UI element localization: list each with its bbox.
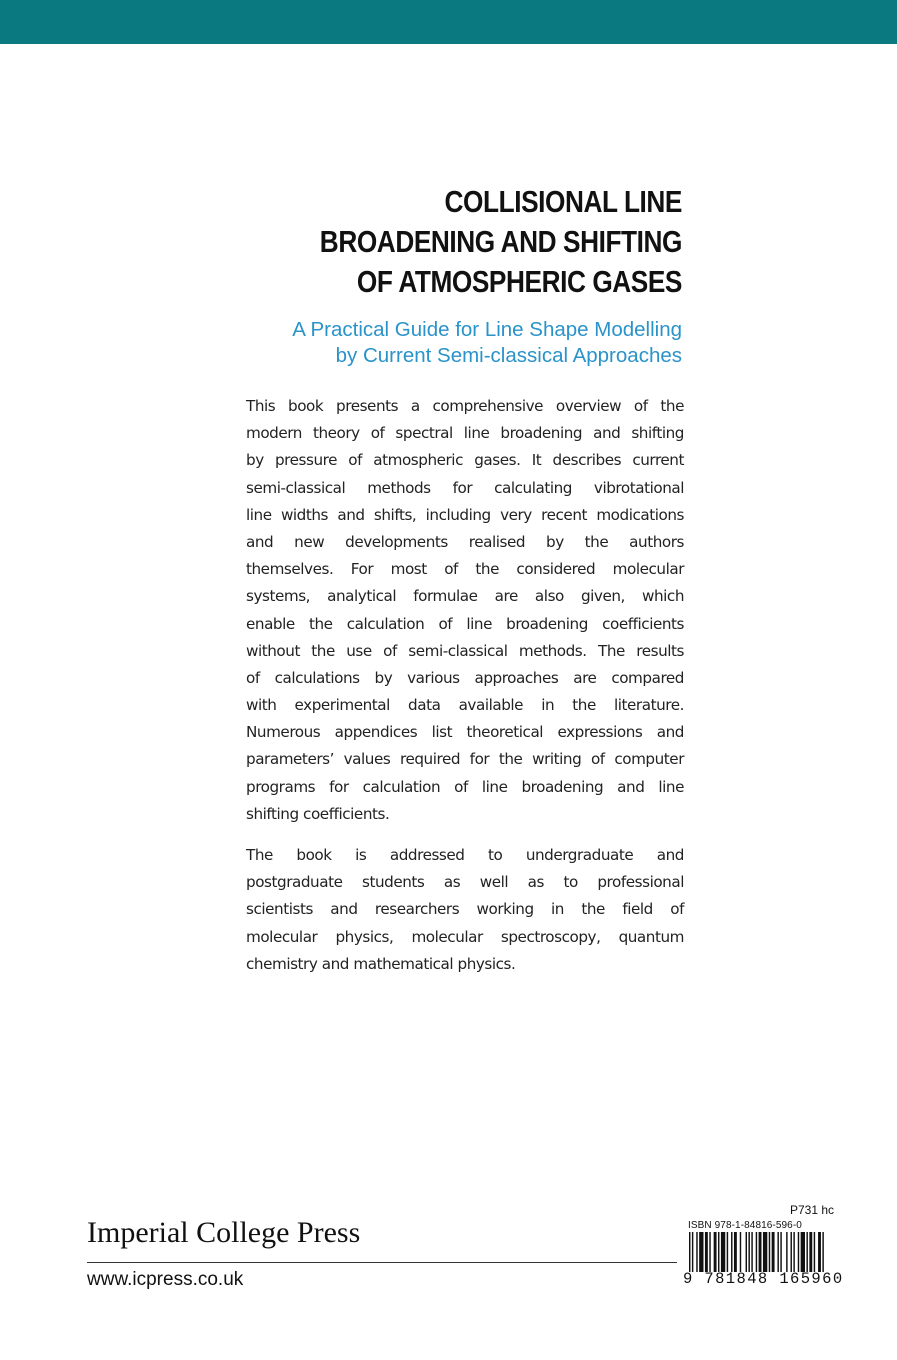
text-line: modern theory of spectral line broadening and shifting [246, 424, 684, 443]
text-line: The book is addressed to undergraduate and [246, 846, 684, 864]
barcode-bar [763, 1232, 767, 1272]
text-line: of calculations by various approaches are compared [246, 668, 684, 687]
barcode-bar [692, 1232, 693, 1272]
barcode-bar [731, 1232, 732, 1272]
subtitle-line: by Current Semi-classical Approaches [335, 344, 682, 367]
barcode-bar [806, 1232, 807, 1272]
barcode-bar [689, 1232, 690, 1272]
text-line: themselves. For most of the considered molecular [246, 560, 684, 579]
text-line: This book presents a comprehensive overview of the [246, 397, 684, 415]
text-line: systems, analytical formulae are also given, which [246, 587, 684, 606]
text-line: postgraduate students as well as to professional [246, 873, 684, 892]
barcode-bar [801, 1232, 805, 1272]
text-line: enable the calculation of line broadening coefficients [246, 614, 684, 633]
text-line: by pressure of atmospheric gases. It describes current [246, 451, 684, 470]
price-code: P731 hc [790, 1203, 835, 1217]
barcode-bar [727, 1232, 728, 1272]
barcode-bar [709, 1232, 710, 1272]
footer-divider [87, 1262, 677, 1263]
barcode-bar [772, 1232, 775, 1272]
text-line: with experimental data available in the literature. [246, 696, 684, 715]
barcode-bar [809, 1232, 812, 1272]
text-line: scientists and researchers working in the field of [246, 900, 684, 919]
publisher-name: Imperial College Press [87, 1216, 361, 1249]
barcode-bar [699, 1232, 703, 1272]
barcode-bar [780, 1232, 781, 1272]
barcode-bar [759, 1232, 762, 1272]
barcode-bar [721, 1232, 725, 1272]
barcode-bar [746, 1232, 747, 1272]
barcode-bar [786, 1232, 787, 1272]
isbn-barcode [683, 1218, 845, 1302]
barcode-bar [705, 1232, 708, 1272]
title-line: OF ATMOSPHERIC GASES [356, 265, 682, 299]
book-description [246, 393, 684, 978]
barcode-bar [814, 1232, 815, 1272]
description-paragraph-1 [246, 393, 684, 828]
top-color-band [0, 0, 897, 44]
text-line: line widths and shifts, including very recent modications [246, 505, 684, 524]
barcode-bar [740, 1232, 741, 1272]
barcode-bar [696, 1232, 697, 1272]
isbn-label: ISBN 978-1-84816-596-0 [688, 1220, 802, 1231]
barcode-digits: 9 781848 165960 [683, 1270, 844, 1288]
text-line: programs for calculation of line broadening and line [246, 777, 684, 796]
barcode-bar [798, 1232, 799, 1272]
text-line: chemistry and mathematical physics. [246, 954, 516, 973]
barcode-bar [714, 1232, 717, 1272]
text-line: molecular physics, molecular spectroscopy, quantum [246, 927, 684, 946]
text-line: semi-classical methods for calculating vibrotational [246, 478, 684, 497]
barcode-bar [734, 1232, 737, 1272]
title-line: COLLISIONAL LINE [444, 185, 682, 219]
barcode-bar [791, 1232, 792, 1272]
text-line: shifting coefficients. [246, 804, 390, 823]
book-subtitle [162, 317, 682, 369]
barcode-bar [822, 1232, 823, 1272]
text-line: parameters’ values required for the writing of computer [246, 750, 684, 769]
text-line: Numerous appendices list theoretical expressions and [246, 723, 684, 742]
subtitle-line: A Practical Guide for Line Shape Modelling [292, 318, 682, 341]
barcode-bar [777, 1232, 778, 1272]
barcode-bar [793, 1232, 794, 1272]
title-line: BROADENING AND SHIFTING [319, 225, 682, 259]
publisher-website: www.icpress.co.uk [87, 1269, 244, 1290]
text-line: without the use of semi-classical methods. The results [246, 641, 684, 660]
barcode-bar [751, 1232, 752, 1272]
book-title [235, 182, 682, 302]
barcode-bar [718, 1232, 719, 1272]
barcode-bar [748, 1232, 749, 1272]
text-line: and new developments realised by the authors [246, 532, 684, 551]
barcode-bar [769, 1232, 770, 1272]
description-paragraph-2 [246, 842, 684, 978]
barcode-bar [818, 1232, 821, 1272]
barcode-bar [756, 1232, 757, 1272]
